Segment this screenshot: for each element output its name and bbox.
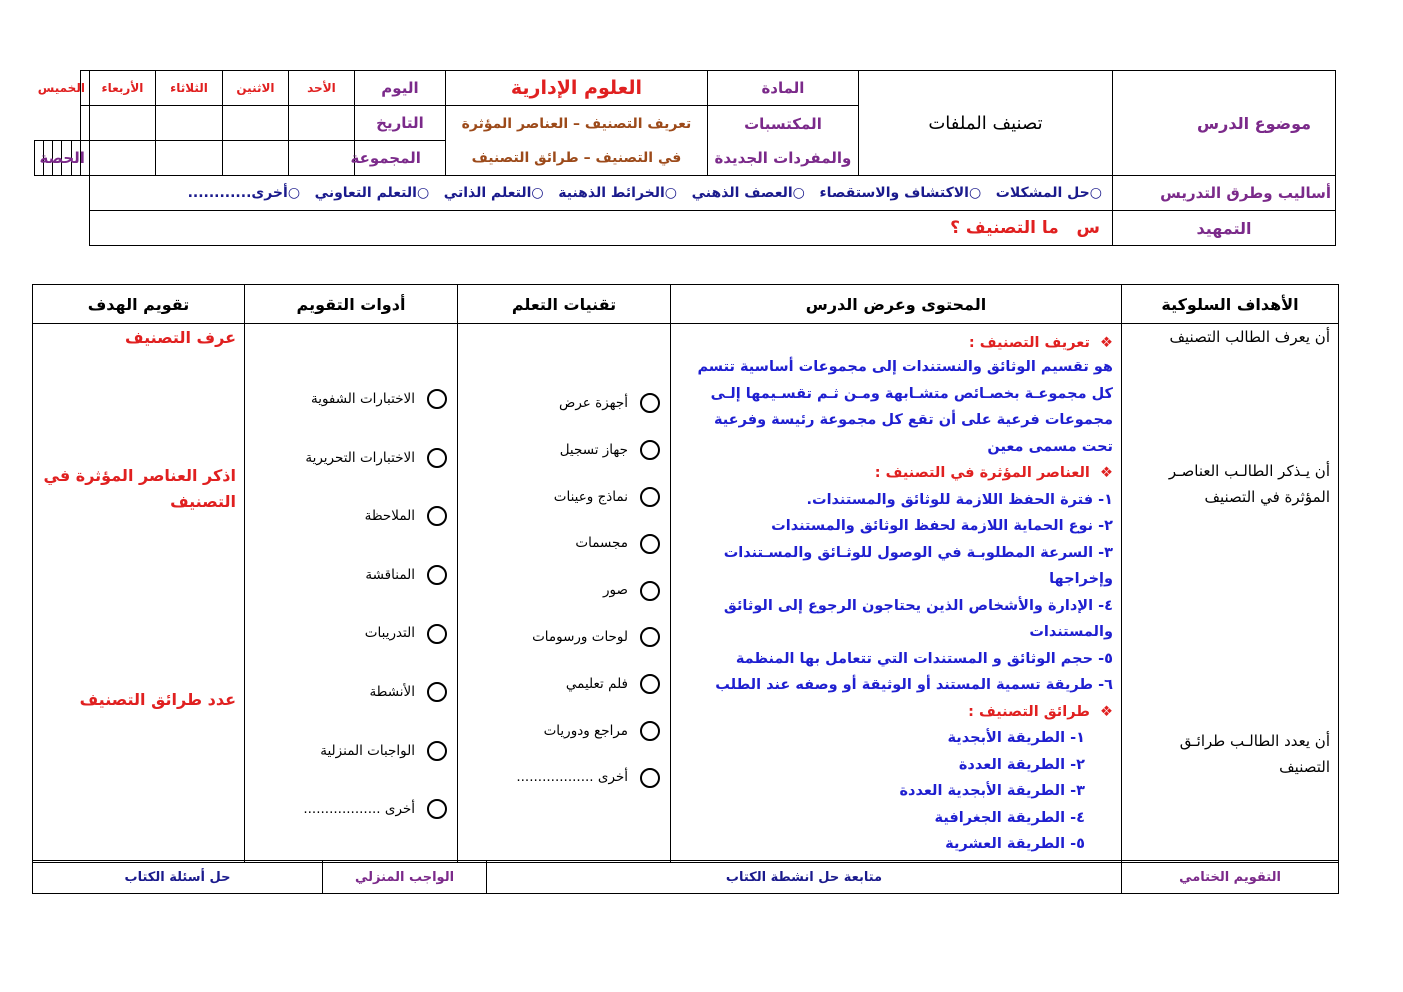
method-item: ٢- الطريقة العددة xyxy=(958,756,1085,773)
radio-circle-icon[interactable] xyxy=(427,389,447,409)
day-thursday: الخميس xyxy=(80,71,89,106)
lesson-topic-label: موضوع الدرس xyxy=(1113,71,1336,176)
tool-option[interactable]: المناقشة xyxy=(245,546,447,605)
col-header-content: المحتوى وعرض الدرس xyxy=(671,285,1122,324)
radio-circle-icon[interactable] xyxy=(640,721,660,741)
tool-option[interactable]: الاختبارات الشفوية xyxy=(245,370,447,429)
method-option[interactable]: ○العصف الذهني xyxy=(691,185,805,201)
objectives-cell xyxy=(1122,324,1339,863)
objective-item: المؤثرة في التصنيف xyxy=(1204,488,1330,506)
lesson-header-table xyxy=(34,70,1336,246)
lesson-body-table xyxy=(32,284,1339,863)
day-sunday: الأحد xyxy=(288,71,354,106)
tools-cell xyxy=(245,324,458,863)
radio-circle-icon[interactable] xyxy=(640,393,660,413)
intro-question xyxy=(89,211,1112,246)
factor-item: والمستندات xyxy=(1029,624,1113,640)
vocab-label xyxy=(707,106,858,176)
vocab-value-line-1: تعريف التصنيف – العناصر المؤثرة xyxy=(461,115,692,132)
method-option[interactable]: ○أخرى............ xyxy=(187,185,301,201)
technique-option[interactable]: أخرى .................. xyxy=(458,754,660,801)
intro-prefix: س xyxy=(1076,218,1100,238)
radio-circle-icon[interactable] xyxy=(427,624,447,644)
technique-option[interactable]: نماذج وعينات xyxy=(458,474,660,521)
factor-item: ٣- السرعة المطلوبـة في الوصول للوثـائق والمسـتندات xyxy=(723,544,1113,561)
technique-option[interactable]: فلم تعليمي xyxy=(458,661,660,708)
tool-option[interactable]: أخرى .................. xyxy=(245,780,447,839)
objective-item: التصنيف xyxy=(1279,758,1330,776)
group-label: المجموعة xyxy=(354,141,445,176)
technique-option[interactable]: صور xyxy=(458,567,660,614)
intro-question-text: ما التصنيف ؟ xyxy=(950,218,1059,238)
evaluation-item: اذكر العناصر المؤثرة في xyxy=(43,466,236,485)
technique-option[interactable]: جهاز تسجيل xyxy=(458,427,660,474)
method-option[interactable]: ○الاكتشاف والاستقصاء xyxy=(819,185,982,201)
method-option[interactable]: ○الخرائط الذهنية xyxy=(558,185,678,201)
tool-option[interactable]: الملاحظة xyxy=(245,487,447,546)
objective-item: أن يـذكر الطالـب العناصـر xyxy=(1168,462,1330,480)
vocab-value-line-2: في التصنيف – طرائق التصنيف xyxy=(471,149,682,166)
evaluation-item: عرف التصنيف xyxy=(125,328,236,347)
subject-label: المادة xyxy=(707,71,858,106)
vocab-label-line-1: المكتسبات xyxy=(744,114,822,133)
method-item: ٥- الطريقة العشرية xyxy=(945,836,1085,852)
factor-item: ٥- حجم الوثائق و المستندات التي تتعامل بها المنظمة xyxy=(735,650,1113,667)
radio-circle-icon[interactable] xyxy=(427,448,447,468)
factor-item: ٦- طريقة تسمية المستند أو الوثيقة أو وصفه عند الطلب xyxy=(715,677,1113,693)
tool-option[interactable]: التدريبات xyxy=(245,604,447,663)
col-header-techniques: تقنيات التعلم xyxy=(458,285,671,324)
radio-circle-icon[interactable] xyxy=(640,487,660,507)
methods-list xyxy=(89,176,1112,211)
objective-item: أن يعدد الطالـب طرائـق xyxy=(1179,732,1330,750)
period-label: الحصة xyxy=(80,141,89,176)
group-cell[interactable] xyxy=(155,141,222,176)
radio-circle-icon[interactable] xyxy=(640,581,660,601)
radio-circle-icon[interactable] xyxy=(640,440,660,460)
methods-label: أساليب وطرق التدريس xyxy=(1113,176,1336,211)
technique-option[interactable]: مجسمات xyxy=(458,520,660,567)
def-title: ❖ تعريف التصنيف : xyxy=(968,335,1113,351)
method-item: ٤- الطريقة الجغرافية xyxy=(934,809,1085,826)
techniques-cell xyxy=(458,324,671,863)
group-cell[interactable] xyxy=(89,141,155,176)
follow-up-label: متابعة حل انشطة الكتاب xyxy=(487,861,1122,894)
group-cell[interactable] xyxy=(288,141,354,176)
def-line: تحت مسمى معين xyxy=(987,438,1113,455)
technique-option[interactable]: مراجع ودوريات xyxy=(458,708,660,755)
def-line: هو تقسيم الوثائق والنستندات إلى مجموعات أساسية تتسم xyxy=(697,359,1113,375)
objective-item: أن يعرف الطالب التصنيف xyxy=(1169,328,1330,346)
factor-item: ١- فترة الحفظ اللازمة للوثائق والمستندات. xyxy=(806,491,1113,508)
evaluation-item: عدد طرائق التصنيف xyxy=(79,690,236,709)
radio-circle-icon[interactable] xyxy=(427,682,447,702)
date-cell[interactable] xyxy=(80,106,89,141)
vocab-label-line-2: والمفردات الجديدة xyxy=(714,148,852,167)
col-header-evaluation: تقويم الهدف xyxy=(33,285,245,324)
def-line: مجموعات فرعية على أن تقع كل مجموعة رئيسة وفرعية xyxy=(713,412,1113,428)
radio-circle-icon[interactable] xyxy=(427,506,447,526)
col-header-objectives: الأهداف السلوكية xyxy=(1122,285,1339,324)
method-item: ١- الطريقة الأبجدية xyxy=(947,730,1085,746)
intro-label: التمهيد xyxy=(1113,211,1336,246)
lesson-topic-value: تصنيف الملفات xyxy=(858,71,1112,176)
book-questions-label: حل أسئلة الكتاب xyxy=(33,861,323,894)
radio-circle-icon[interactable] xyxy=(427,565,447,585)
def-line: كل مجموعـة بخصـائص متشـابهة ومـن ثـم تقسـيمها إلـى xyxy=(710,385,1113,402)
lesson-footer-table xyxy=(32,860,1339,894)
radio-circle-icon[interactable] xyxy=(640,768,660,788)
radio-circle-icon[interactable] xyxy=(640,674,660,694)
vocab-value xyxy=(445,106,707,176)
content-cell xyxy=(671,324,1122,863)
date-cell[interactable] xyxy=(89,106,155,141)
homework-label: الواجب المنزلي xyxy=(323,861,487,894)
tool-option[interactable]: الواجبات المنزلية xyxy=(245,722,447,781)
technique-option[interactable]: لوحات ورسومات xyxy=(458,614,660,661)
method-option[interactable]: ○حل المشكلات xyxy=(995,185,1102,201)
day-tuesday: الثلاثاء xyxy=(155,71,222,106)
date-cell[interactable] xyxy=(155,106,222,141)
factor-item: ٤- الإدارة والأشخاص الذين يحتاجون الرجوع إلى الوثائق xyxy=(723,597,1113,614)
factors-title: ❖ العناصر المؤثرة في التصنيف : xyxy=(874,465,1113,481)
col-header-tools: أدوات التقويم xyxy=(245,285,458,324)
radio-circle-icon[interactable] xyxy=(640,627,660,647)
radio-circle-icon[interactable] xyxy=(640,534,660,554)
factor-item: ٢- نوع الحماية اللازمة لحفظ الوثائق والمستندات xyxy=(771,518,1113,534)
date-label: التاريخ xyxy=(354,106,445,141)
evaluation-item: التصنيف xyxy=(170,492,236,511)
method-option[interactable]: ○التعلم الذاتي xyxy=(443,185,544,201)
tool-option[interactable]: الأنشطة xyxy=(245,663,447,722)
method-option[interactable]: ○التعلم التعاوني xyxy=(314,185,430,201)
methods-title: ❖ طرائق التصنيف : xyxy=(968,703,1113,720)
day-label: اليوم xyxy=(354,71,445,106)
date-cell[interactable] xyxy=(288,106,354,141)
evaluation-cell xyxy=(33,324,245,863)
method-item: ٣- الطريقة الأبجدية العددة xyxy=(899,783,1085,799)
day-wednesday: الأربعاء xyxy=(89,71,155,106)
subject-value: العلوم الإدارية xyxy=(445,71,707,106)
final-eval-label: التقويم الختامي xyxy=(1122,861,1339,894)
date-cell[interactable] xyxy=(222,106,288,141)
day-monday: الاثنين xyxy=(222,71,288,106)
tool-option[interactable]: الاختبارات التحريرية xyxy=(245,429,447,488)
radio-circle-icon[interactable] xyxy=(427,741,447,761)
factor-item: وإخراجها xyxy=(1049,571,1113,587)
group-cell[interactable] xyxy=(222,141,288,176)
radio-circle-icon[interactable] xyxy=(427,799,447,819)
technique-option[interactable]: أجهزة عرض xyxy=(458,380,660,427)
